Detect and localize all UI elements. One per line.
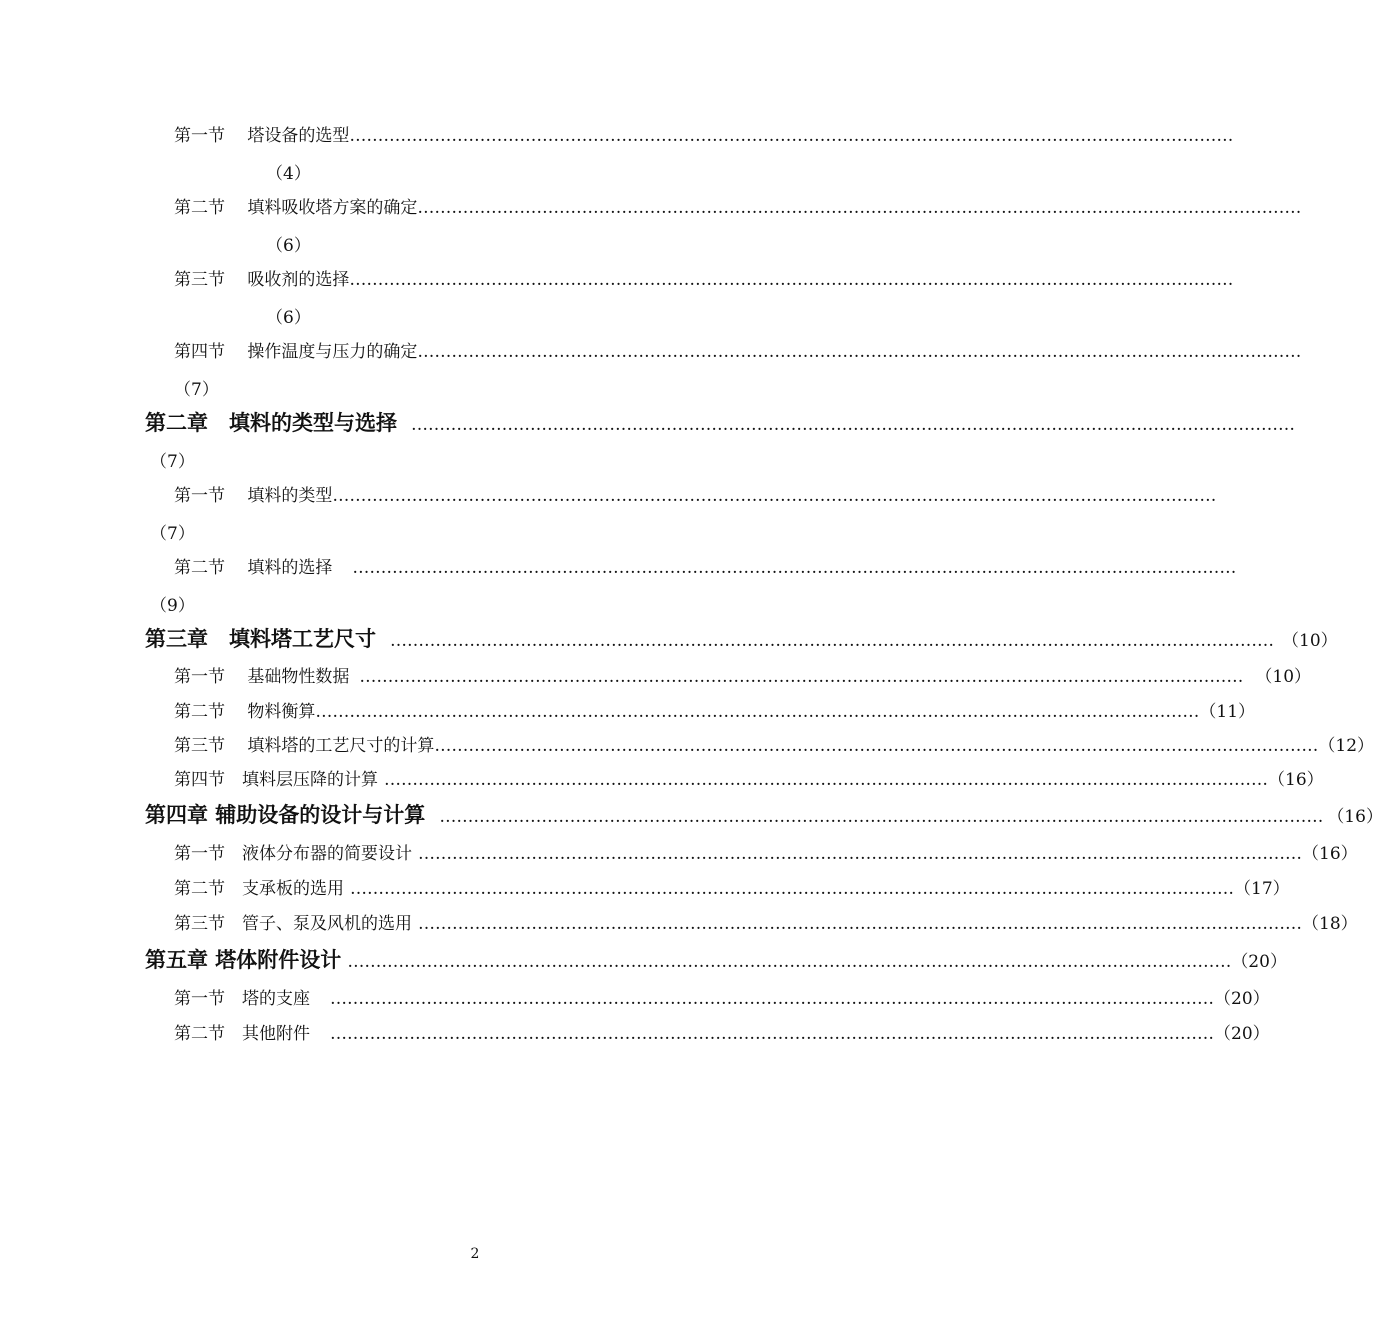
toc-entry-ch2-sec2[interactable] <box>174 557 1237 579</box>
chapter-title: 第二章 填料的类型与选择 <box>145 411 397 435</box>
leader-dots: ………………………………………………………………………………………………………………………………………… <box>350 879 1234 899</box>
leader-dots: ………………………………………………………………………………………………………………………………………… <box>352 558 1237 578</box>
toc-entry-page: （16） <box>1327 807 1383 827</box>
leader-dots: ………………………………………………………………………………………………………………………………………… <box>349 126 1234 146</box>
leader-dots: ………………………………………………………………………………………………………………………………………… <box>439 807 1324 827</box>
toc-chapter-4[interactable] <box>145 802 1383 828</box>
toc-entry-ch3-sec3[interactable] <box>174 735 1375 757</box>
toc-entry-label: 第一节 塔的支座 <box>174 989 310 1009</box>
toc-entry-ch4-sec1[interactable] <box>174 843 1358 865</box>
leader-dots: ………………………………………………………………………………………………………………………………………… <box>434 736 1319 756</box>
toc-entry-ch4-sec3[interactable] <box>174 913 1358 935</box>
toc-entry-label: 第三节 填料塔的工艺尺寸的计算 <box>174 736 435 756</box>
toc-entry-ch4-sec2[interactable] <box>174 878 1290 900</box>
toc-entry-label: 第二节 支承板的选用 <box>174 879 344 899</box>
toc-entry-page: （12） <box>1318 736 1375 756</box>
toc-entry-label: 第二节 填料的选择 <box>174 558 333 578</box>
toc-entry-ch3-sec4[interactable] <box>174 769 1324 791</box>
leader-dots: ………………………………………………………………………………………………………………………………………… <box>417 342 1302 362</box>
toc-entry-page: （6） <box>266 236 311 256</box>
leader-dots: ………………………………………………………………………………………………………………………………………… <box>417 198 1302 218</box>
toc-entry-page: （20） <box>1214 989 1270 1009</box>
toc-entry-label: 第一节 基础物性数据 <box>174 667 350 687</box>
toc-entry-page: （7） <box>174 380 219 400</box>
toc-entry-page: （17） <box>1234 879 1290 899</box>
toc-entry-page: （4） <box>266 164 311 184</box>
toc-entry-label: 第二节 填料吸收塔方案的确定 <box>174 198 418 218</box>
leader-dots: ………………………………………………………………………………………………………………………………………… <box>384 770 1268 790</box>
leader-dots: ………………………………………………………………………………………………………………………………………… <box>315 702 1200 722</box>
toc-entry-page: （7） <box>150 452 195 472</box>
leader-dots: ………………………………………………………………………………………………………………………………………… <box>418 914 1302 934</box>
toc-entry-label: 第一节 填料的类型 <box>174 486 333 506</box>
toc-entry-page: （18） <box>1302 914 1358 934</box>
leader-dots: ………………………………………………………………………………………………………………………………………… <box>349 270 1234 290</box>
toc-entry-page: （16） <box>1268 770 1324 790</box>
toc-entry-page: （6） <box>266 308 311 328</box>
toc-entry-page: （20） <box>1214 1024 1270 1044</box>
toc-entry-label: 第二节 其他附件 <box>174 1024 310 1044</box>
toc-entry-ch1-sec4[interactable] <box>174 341 1302 363</box>
toc-entry-page: （9） <box>150 596 195 616</box>
toc-entry-page: （16） <box>1302 844 1358 864</box>
toc-entry-label: 第二节 物料衡算 <box>174 702 316 722</box>
page-number: 2 <box>470 1246 480 1262</box>
leader-dots: ………………………………………………………………………………………………………………………………………… <box>330 989 1214 1009</box>
leader-dots: ………………………………………………………………………………………………………………………………………… <box>418 844 1302 864</box>
toc-entry-label: 第一节 塔设备的选型 <box>174 126 350 146</box>
toc-chapter-3[interactable] <box>145 626 1338 652</box>
toc-entry-page: （20） <box>1231 952 1287 972</box>
leader-dots: ………………………………………………………………………………………………………………………………………… <box>332 486 1217 506</box>
toc-entry-ch5-sec1[interactable] <box>174 988 1270 1010</box>
toc-entry-page: （10） <box>1255 667 1312 687</box>
leader-dots: ………………………………………………………………………………………………………………………………………… <box>359 667 1244 687</box>
toc-entry-label: 第一节 液体分布器的简要设计 <box>174 844 412 864</box>
toc-entry-label: 第四节 操作温度与压力的确定 <box>174 342 418 362</box>
toc-entry-ch1-sec1[interactable] <box>174 125 1234 147</box>
chapter-title: 第五章 塔体附件设计 <box>145 948 342 972</box>
toc-entry-ch3-sec1[interactable] <box>174 666 1312 688</box>
toc-entry-ch2-sec1[interactable] <box>174 485 1217 507</box>
leader-dots: ………………………………………………………………………………………………………………………………………… <box>411 415 1295 435</box>
toc-entry-ch3-sec2[interactable] <box>174 701 1256 723</box>
leader-dots: ………………………………………………………………………………………………………………………………………… <box>390 631 1274 651</box>
chapter-title: 第四章 辅助设备的设计与计算 <box>145 803 426 827</box>
leader-dots: ………………………………………………………………………………………………………………………………………… <box>347 952 1232 972</box>
toc-entry-page: （11） <box>1199 702 1256 722</box>
chapter-title: 第三章 填料塔工艺尺寸 <box>145 627 376 651</box>
toc-entry-label: 第四节 填料层压降的计算 <box>174 770 378 790</box>
toc-chapter-5[interactable] <box>145 947 1287 973</box>
toc-entry-page: （7） <box>150 524 195 544</box>
toc-entry-label: 第三节 管子、泵及风机的选用 <box>174 914 412 934</box>
toc-entry-ch1-sec2[interactable] <box>174 197 1302 219</box>
toc-entry-label: 第三节 吸收剂的选择 <box>174 270 350 290</box>
toc-entry-ch1-sec3[interactable] <box>174 269 1234 291</box>
toc-chapter-2[interactable] <box>145 410 1295 436</box>
toc-entry-ch5-sec2[interactable] <box>174 1023 1270 1045</box>
leader-dots: ………………………………………………………………………………………………………………………………………… <box>330 1024 1214 1044</box>
toc-entry-page: （10） <box>1282 631 1338 651</box>
